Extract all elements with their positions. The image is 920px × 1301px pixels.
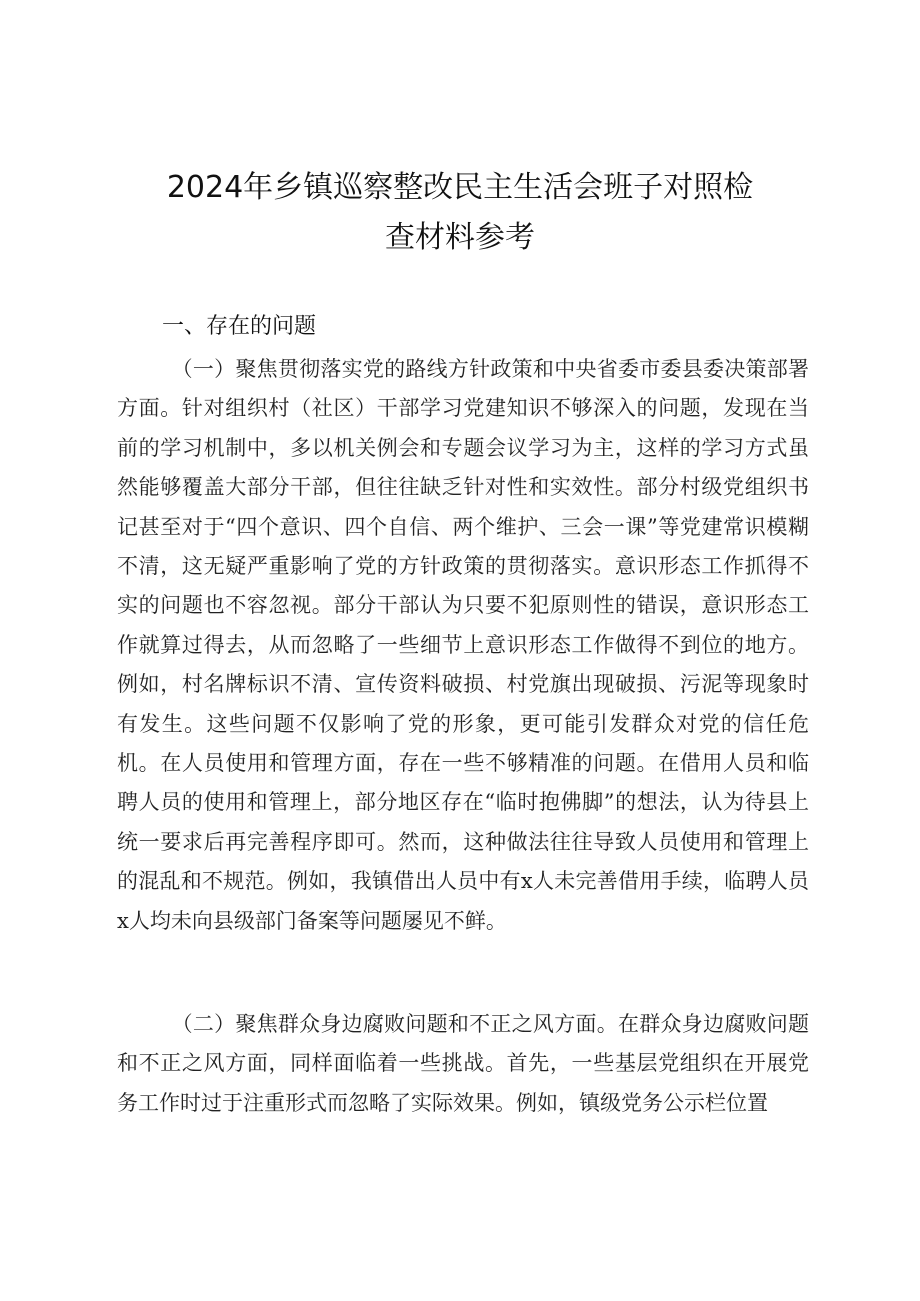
- title-line-1: 2024年乡镇巡察整改民主生活会班子对照检: [166, 170, 754, 205]
- document-title: [110, 163, 810, 263]
- paragraph-2: （二）聚焦群众身边腐败问题和不正之风方面。在群众身边腐败问题和不正之风方面，同样面临着一些挑战。首先，一些基层党组织在开展党务工作时过于注重形式而忽略了实际效果。例如，镇级党务公示栏位置: [117, 1012, 809, 1115]
- paragraph-1: （一）聚焦贯彻落实党的路线方针政策和中央省委市委县委决策部署方面。针对组织村（社区）干部学习党建知识不够深入的问题，发现在当前的学习机制中，多以机关例会和专题会议学习为主，这样的学习方式虽然能够覆盖大部分干部，但往往缺乏针对性和实效性。部分村级党组织书记甚至对于“四个意识、四个自信、两个维护、三会一课”等党建常识模糊不清，这无疑严重影响了党的方针政策的贯彻落实。意识形态工作抓得不实的问题也不容忽视。部分干部认为只要不犯原则性的错误，意识形态工作就算过得去，从而忽略了一些细节上意识形态工作做得不到位的地方。例如，村名牌标识不清、宣传资料破损、村党旗出现破损、污泥等现象时有发生。这些问题不仅影响了党的形象，更可能引发群众对党的信任危机。在人员使用和管理方面，存在一些不够精准的问题。在借用人员和临聘人员的使用和管理上，部分地区存在“临时抱佛脚”的想法，认为待县上统一要求后再完善程序即可。然而，这种做法往往导致人员使用和管理上的混乱和不规范。例如，我镇借出人员中有x人未完善借用手续，临聘人员x人均未向县级部门备案等问题屡见不鲜。: [117, 357, 809, 933]
- title-line-2: 查材料参考: [385, 220, 535, 255]
- section-heading: 一、存在的问题: [162, 314, 317, 339]
